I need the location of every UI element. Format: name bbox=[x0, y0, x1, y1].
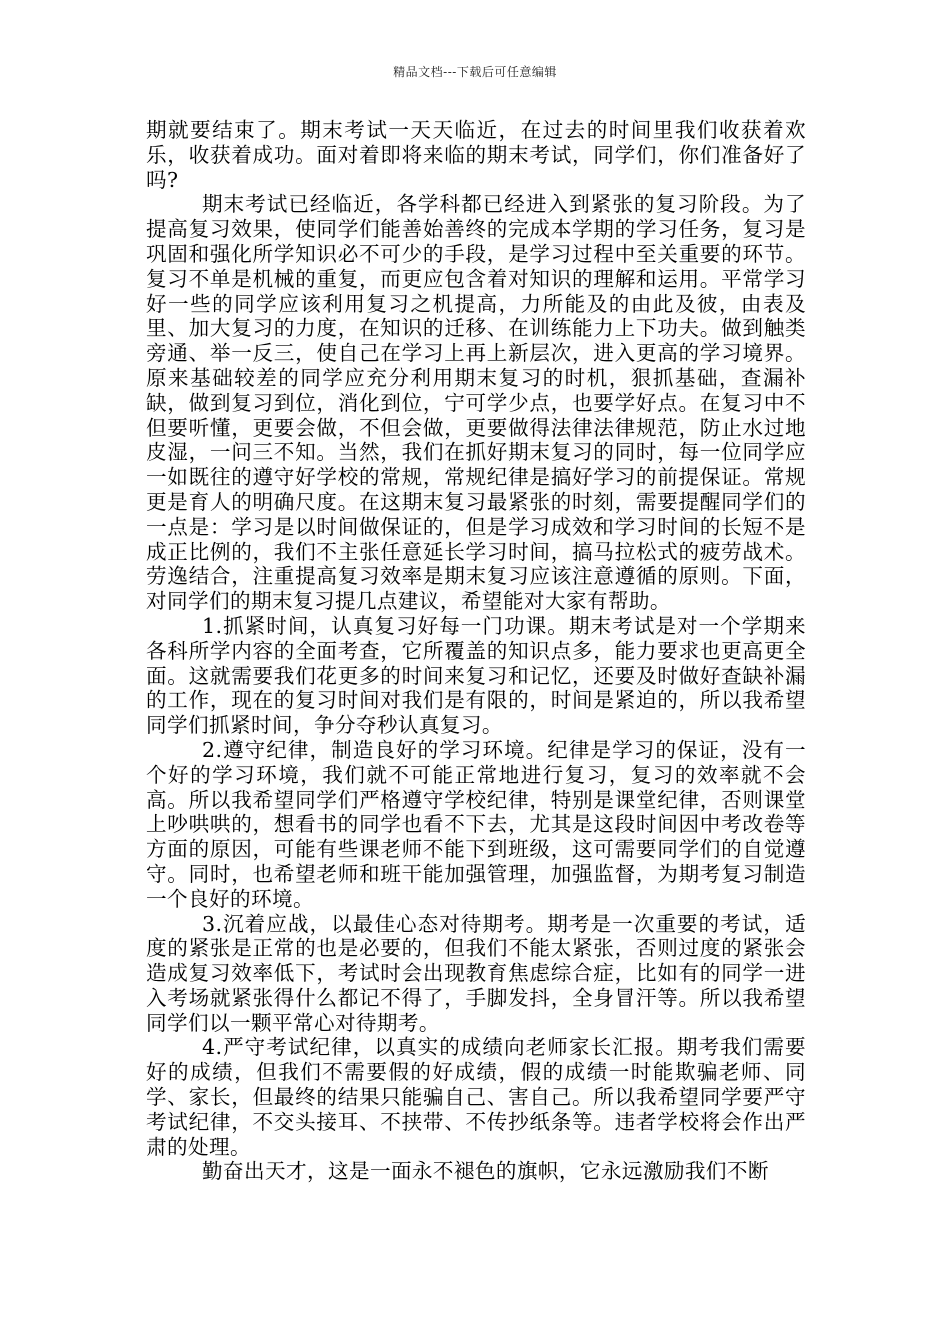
paragraph-point-4: 4.严守考试纪律，以真实的成绩向老师家长汇报。期考我们需要好的成绩，但我们不需要假的好成绩，假的成绩一时能欺骗老师、同学、家长，但最终的结果只能骗自己、害自己。所以我希望同学要严守考试纪律，不交头接耳、不挟带、不传抄纸条等。违者学校将会作出严肃的处理。 bbox=[146, 1035, 806, 1159]
paragraph-main: 期末考试已经临近，各学科都已经进入到紧张的复习阶段。为了提高复习效果，使同学们能善始善终的完成本学期的学习任务，复习是巩固和强化所学知识必不可少的手段，是学习过程中至关重要的环节。复习不单是机械的重复，而更应包含着对知识的理解和运用。平常学习好一些的同学应该利用复习之机提高，力所能及的由此及彼，由表及里、加大复习的力度，在知识的迁移、在训练能力上下功夫。做到触类旁通、举一反三，使自己在学习上再上新层次，进入更高的学习境界。原来基础较差的同学应充分利用期末复习的时机，狠抓基础，查漏补缺，做到复习到位，消化到位，宁可学少点，也要学好点。在复习中不但要听懂，更要会做，不但会做，更要做得法律法律规范，防止水过地皮湿，一问三不知。当然，我们在抓好期末复习的同时，每一位同学应一如既往的遵守好学校的常规，常规纪律是搞好学习的前提保证。常规更是育人的明确尺度。在这期末复习最紧张的时刻，需要提醒同学们的一点是：学习是以时间做保证的，但是学习成效和学习时间的长短不是成正比例的，我们不主张任意延长学习时间，搞马拉松式的疲劳战术。劳逸结合，注重提高复习效率是期末复习应该注意遵循的原则。下面，对同学们的期末复习提几点建议，希望能对大家有帮助。 bbox=[146, 192, 806, 614]
paragraph-point-1: 1.抓紧时间，认真复习好每一门功课。期末考试是对一个学期来各科所学内容的全面考查，它所覆盖的知识点多，能力要求也更高更全面。这就需要我们花更多的时间来复习和记忆，还要及时做好查缺补漏的工作，现在的复习时间对我们是有限的，时间是紧迫的，所以我希望同学们抓紧时间，争分夺秒认真复习。 bbox=[146, 613, 806, 738]
paragraph-point-2: 2.遵守纪律，制造良好的学习环境。纪律是学习的保证，没有一个好的学习环境，我们就不可能正常地进行复习，复习的效率就不会高。所以我希望同学们严格遵守学校纪律，特别是课堂纪律，否则课堂上吵哄哄的，想看书的同学也看不下去，尤其是这段时间因中考改卷等方面的原因，可能有些课老师不能下到班级，这可需要同学们的自觉遵守。同时，也希望老师和班干能加强管理，加强监督，为期考复习制造一个良好的环境。 bbox=[146, 737, 806, 911]
paragraph-closing: 勤奋出天才，这是一面永不褪色的旗帜，它永远激励我们不断 bbox=[202, 1159, 769, 1184]
paragraph-point-3: 3.沉着应战，以最佳心态对待期考。期考是一次重要的考试，适度的紧张是正常的也是必要的，但我们不能太紧张，否则过度的紧张会造成复习效率低下，考试时会出现教育焦虑综合症，比如有的同学一进入考场就紧张得什么都记不得了，手脚发抖，全身冒汗等。所以我希望同学们以一颗平常心对待期考。 bbox=[146, 911, 806, 1035]
paragraph-intro: 期就要结束了。期末考试一天天临近，在过去的时间里我们收获着欢乐，收获着成功。面对着即将来临的期末考试，同学们，你们准备好了吗? bbox=[146, 118, 806, 192]
page-header: 精品文档---下载后可任意编辑 bbox=[393, 65, 557, 79]
document-body bbox=[146, 118, 806, 1184]
